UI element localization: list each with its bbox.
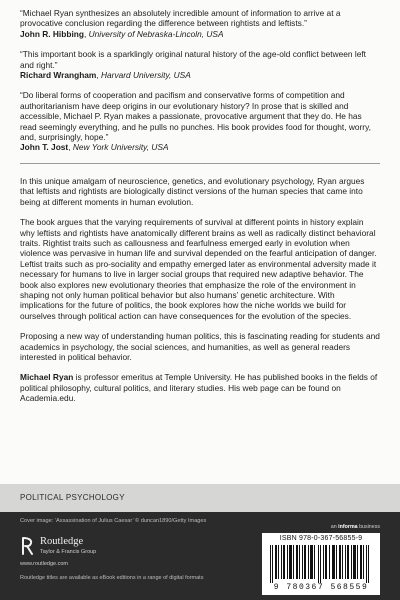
- endorser-affiliation: Harvard University, USA: [101, 70, 191, 81]
- endorsement-attribution: John T. Jost, New York University, USA: [20, 142, 169, 153]
- subject-band: [0, 484, 400, 512]
- endorsement-attribution: John R. Hibbing, University of Nebraska-Lincoln, USA: [20, 28, 224, 39]
- endorsement-text: “Do liberal forms of cooperation and pacifism and conservative forms of competition and authoritarianism have deep origins in our evolutionary history? In prose that is skilled and accessible, Michael P. Ryan makes a passionate, provocative argument that they do. He has read seemingly everything, and he pulls no punches. His book provides food for thought, worry, and, surprisingly, hope.”: [20, 90, 371, 143]
- barcode-panel: [262, 533, 380, 595]
- endorsement-3: [20, 90, 380, 152]
- publisher-group: Taylor & Francis Group: [40, 549, 97, 555]
- informa-prefix: an: [330, 524, 339, 530]
- endorser-name: Richard Wrangham: [20, 70, 97, 81]
- informa-suffix: business: [357, 524, 380, 530]
- back-cover-text: [20, 8, 380, 414]
- author-name: Michael Ryan: [20, 372, 74, 383]
- barcode-icon: [268, 545, 374, 583]
- author-bio-text: is professor emeritus at Temple University. He has published books in the fields of political philosophy, cultural politics, and literary studies. His web page can be found on Academia.edu.: [20, 372, 378, 404]
- isbn-number: ISBN 978-0-367-56855-9: [279, 535, 363, 542]
- barcode-digits: 9 780367 568559: [273, 583, 369, 592]
- cover-image-credit: Cover image: ‘Assassination of Julius Caesar’ © duncan1890/Getty Images: [20, 518, 207, 524]
- endorser-affiliation: New York University, USA: [72, 142, 169, 153]
- endorsement-2: [20, 49, 380, 80]
- endorsement-text: “This important book is a sparklingly original natural history of the age-old conflict between left and right.”: [20, 49, 366, 70]
- description-paragraph: Proposing a new way of understanding human politics, this is fascinating reading for students and academics in psychology, the social sciences, and humanities, as well as general readers interested in political behavior.: [20, 331, 380, 362]
- endorsement-text: “Michael Ryan synthesizes an absolutely incredible amount of information to arrive at a provocative conclusion regarding the difference between rightists and leftists.”: [20, 8, 341, 29]
- endorser-affiliation: University of Nebraska-Lincoln, USA: [88, 28, 224, 39]
- subject-category: POLITICAL PSYCHOLOGY: [20, 493, 125, 502]
- publisher-website: www.routledge.com: [20, 561, 68, 567]
- section-divider: [20, 163, 380, 164]
- endorsement-1: [20, 8, 380, 39]
- ebook-note: Routledge titles are available as eBook editions in a range of digital formats: [20, 575, 204, 581]
- description-paragraph: The book argues that the varying requirements of survival at different points in history explain why leftists and rightists have anatomically different brains as well as radically distinct behavioral traits. Rightist traits such as callousness and fearfulness emerged early in evolution when violence was pervasive in human life and survival depended on the fearful anticipation of danger. Leftist traits such as pro-sociality and empathy emerged later as environmental adversity made it necessary for humans to live in larger social groups that required new adaptive behavior. The book also explores new evolutionary theories that emphasize the role of the environment in shaping not only human political behavior but also humans’ genetic architecture. With implications for the future of politics, the book explores how the niche worlds we build for ourselves through political action can have consequences for the evolution of the species.: [20, 217, 377, 321]
- publisher-name: Routledge: [40, 536, 84, 547]
- endorser-name: John R. Hibbing: [20, 28, 84, 39]
- informa-business-tag: [331, 524, 380, 530]
- description-paragraph: In this unique amalgam of neuroscience, genetics, and evolutionary psychology, Ryan argues that leftists and rightists are biologically distinct versions of the human species that came into being at different moments in human evolution.: [20, 175, 365, 207]
- informa-brand: informa: [338, 524, 358, 530]
- endorsement-attribution: Richard Wrangham, Harvard University, USA: [20, 70, 191, 81]
- author-bio: [20, 372, 380, 403]
- endorser-name: John T. Jost: [20, 142, 69, 153]
- publisher-footer: [0, 512, 400, 600]
- routledge-logo-icon: [20, 536, 36, 556]
